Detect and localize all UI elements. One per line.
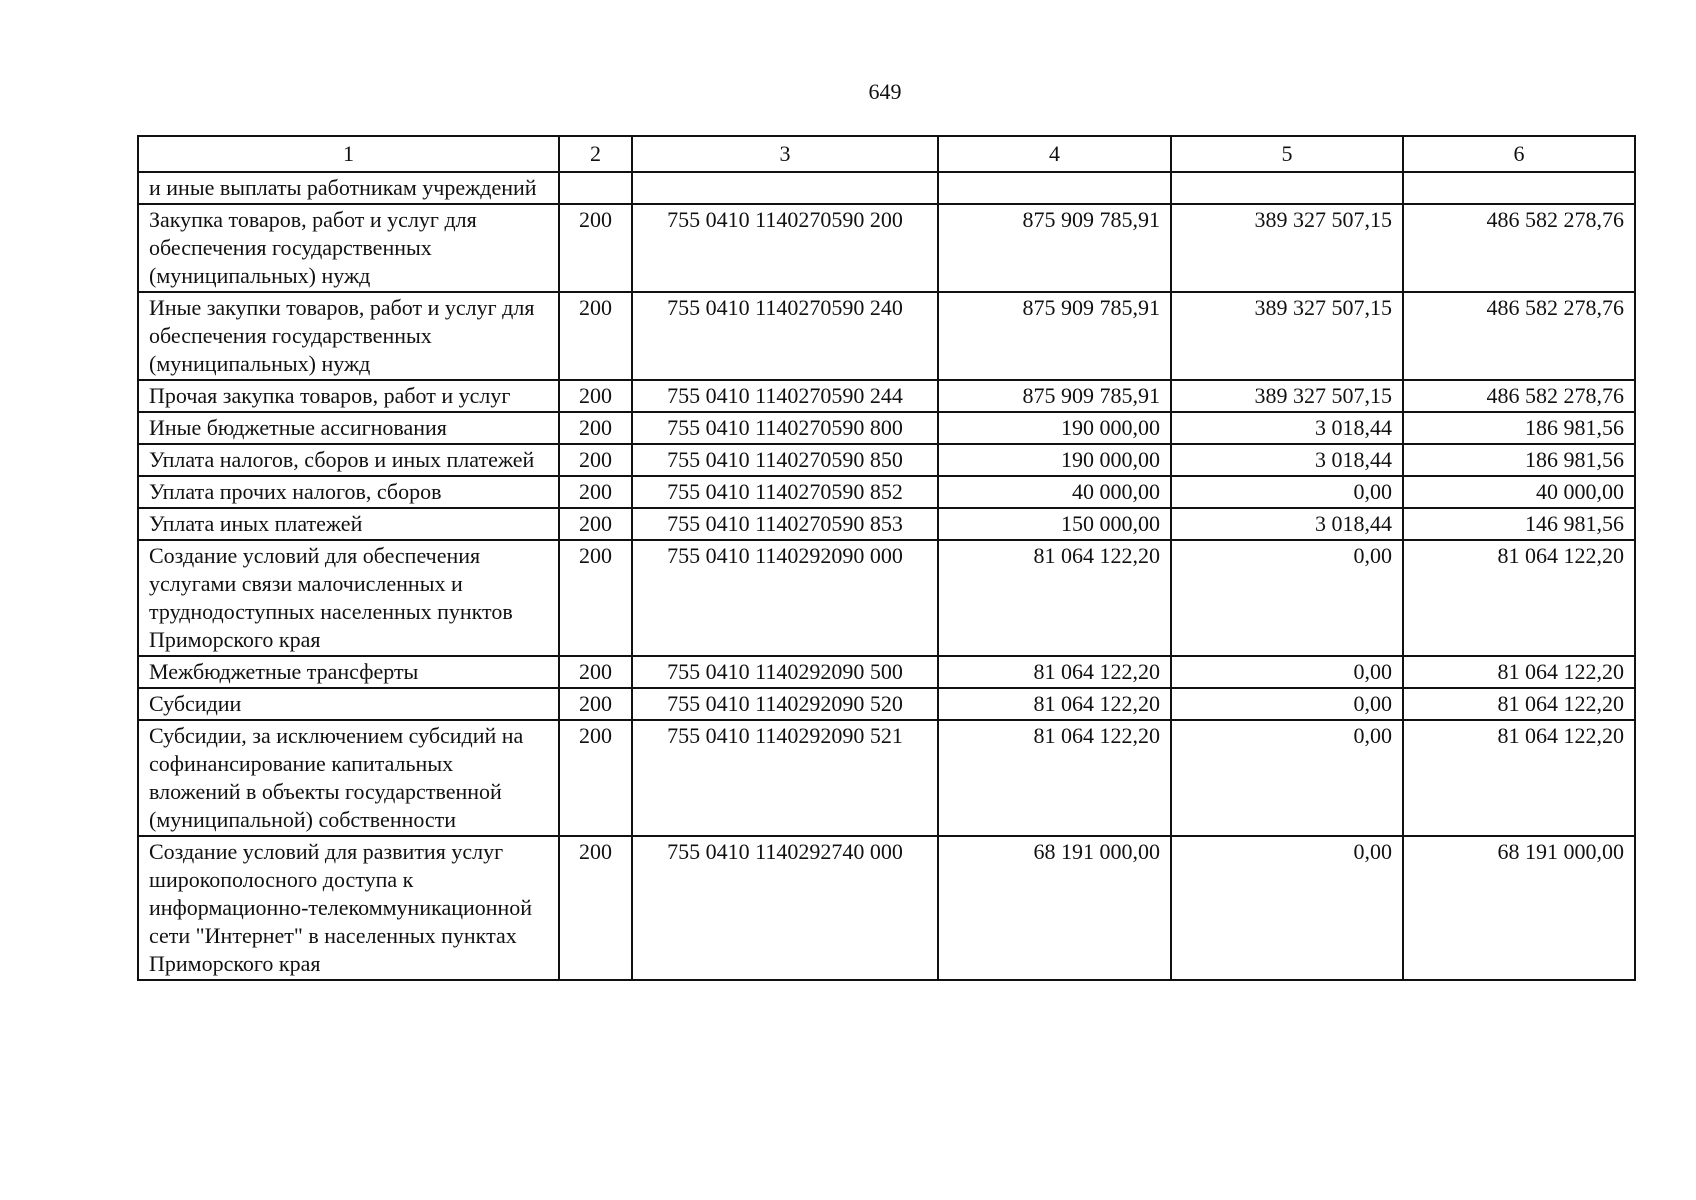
row-code-cell: 200 <box>559 444 632 476</box>
row-name-cell: Межбюджетные трансферты <box>138 656 559 688</box>
row-code-cell: 200 <box>559 836 632 980</box>
row-remaining-amount-cell: 486 582 278,76 <box>1403 380 1635 412</box>
row-classification-cell: 755 0410 1140292090 520 <box>632 688 938 720</box>
budget-execution-table <box>137 135 1636 981</box>
row-executed-amount-cell: 0,00 <box>1171 656 1403 688</box>
table-row <box>138 656 1635 688</box>
row-name-cell: Создание условий для развития услуг широкополосного доступа к информационно-телекоммуникационной сети "Интернет" в населенных пунктах Приморского края <box>138 836 559 980</box>
row-code-cell: 200 <box>559 656 632 688</box>
row-name-cell: и иные выплаты работникам учреждений <box>138 172 559 204</box>
table-row <box>138 204 1635 292</box>
table-row <box>138 836 1635 980</box>
row-approved-amount-cell: 81 064 122,20 <box>938 540 1171 656</box>
column-header: 6 <box>1403 136 1635 172</box>
row-code-cell <box>559 172 632 204</box>
row-remaining-amount-cell: 486 582 278,76 <box>1403 292 1635 380</box>
column-header: 2 <box>559 136 632 172</box>
table-row <box>138 444 1635 476</box>
row-code-cell: 200 <box>559 412 632 444</box>
row-executed-amount-cell: 0,00 <box>1171 836 1403 980</box>
row-approved-amount-cell: 875 909 785,91 <box>938 292 1171 380</box>
row-remaining-amount-cell: 486 582 278,76 <box>1403 204 1635 292</box>
row-code-cell: 200 <box>559 508 632 540</box>
row-name-cell: Прочая закупка товаров, работ и услуг <box>138 380 559 412</box>
row-executed-amount-cell: 389 327 507,15 <box>1171 292 1403 380</box>
table-row <box>138 540 1635 656</box>
column-header: 4 <box>938 136 1171 172</box>
row-executed-amount-cell: 3 018,44 <box>1171 412 1403 444</box>
row-classification-cell: 755 0410 1140270590 850 <box>632 444 938 476</box>
row-remaining-amount-cell: 81 064 122,20 <box>1403 720 1635 836</box>
column-header: 1 <box>138 136 559 172</box>
row-remaining-amount-cell: 186 981,56 <box>1403 444 1635 476</box>
row-name-cell: Субсидии <box>138 688 559 720</box>
row-name-cell: Закупка товаров, работ и услуг для обеспечения государственных (муниципальных) нужд <box>138 204 559 292</box>
row-code-cell: 200 <box>559 720 632 836</box>
row-code-cell: 200 <box>559 476 632 508</box>
row-name-cell: Иные бюджетные ассигнования <box>138 412 559 444</box>
table-row <box>138 508 1635 540</box>
row-remaining-amount-cell: 81 064 122,20 <box>1403 540 1635 656</box>
row-name-cell: Создание условий для обеспечения услугами связи малочисленных и труднодоступных населенных пунктов Приморского края <box>138 540 559 656</box>
row-executed-amount-cell: 0,00 <box>1171 720 1403 836</box>
row-approved-amount-cell: 150 000,00 <box>938 508 1171 540</box>
table-row <box>138 688 1635 720</box>
row-approved-amount-cell: 81 064 122,20 <box>938 656 1171 688</box>
row-remaining-amount-cell: 40 000,00 <box>1403 476 1635 508</box>
row-classification-cell: 755 0410 1140270590 200 <box>632 204 938 292</box>
table-row <box>138 720 1635 836</box>
row-classification-cell: 755 0410 1140270590 852 <box>632 476 938 508</box>
row-approved-amount-cell <box>938 172 1171 204</box>
row-classification-cell <box>632 172 938 204</box>
row-classification-cell: 755 0410 1140292090 500 <box>632 656 938 688</box>
row-executed-amount-cell: 389 327 507,15 <box>1171 204 1403 292</box>
row-code-cell: 200 <box>559 688 632 720</box>
row-name-cell: Уплата прочих налогов, сборов <box>138 476 559 508</box>
row-classification-cell: 755 0410 1140292090 000 <box>632 540 938 656</box>
row-name-cell: Иные закупки товаров, работ и услуг для обеспечения государственных (муниципальных) нужд <box>138 292 559 380</box>
row-name-cell: Уплата налогов, сборов и иных платежей <box>138 444 559 476</box>
row-remaining-amount-cell: 81 064 122,20 <box>1403 688 1635 720</box>
row-approved-amount-cell: 875 909 785,91 <box>938 380 1171 412</box>
row-approved-amount-cell: 190 000,00 <box>938 412 1171 444</box>
row-classification-cell: 755 0410 1140270590 240 <box>632 292 938 380</box>
row-executed-amount-cell: 0,00 <box>1171 688 1403 720</box>
table-row <box>138 412 1635 444</box>
row-remaining-amount-cell: 68 191 000,00 <box>1403 836 1635 980</box>
page-number: 649 <box>868 79 902 104</box>
row-classification-cell: 755 0410 1140292740 000 <box>632 836 938 980</box>
table-body <box>138 172 1635 980</box>
row-approved-amount-cell: 875 909 785,91 <box>938 204 1171 292</box>
row-classification-cell: 755 0410 1140292090 521 <box>632 720 938 836</box>
row-classification-cell: 755 0410 1140270590 853 <box>632 508 938 540</box>
row-approved-amount-cell: 81 064 122,20 <box>938 688 1171 720</box>
row-code-cell: 200 <box>559 540 632 656</box>
row-approved-amount-cell: 68 191 000,00 <box>938 836 1171 980</box>
column-header: 3 <box>632 136 938 172</box>
row-name-cell: Уплата иных платежей <box>138 508 559 540</box>
table-header-row <box>138 136 1635 172</box>
row-name-cell: Субсидии, за исключением субсидий на софинансирование капитальных вложений в объекты государственной (муниципальной) собственности <box>138 720 559 836</box>
row-executed-amount-cell: 389 327 507,15 <box>1171 380 1403 412</box>
row-remaining-amount-cell: 81 064 122,20 <box>1403 656 1635 688</box>
row-approved-amount-cell: 40 000,00 <box>938 476 1171 508</box>
table-row <box>138 380 1635 412</box>
row-executed-amount-cell: 3 018,44 <box>1171 508 1403 540</box>
row-executed-amount-cell: 0,00 <box>1171 540 1403 656</box>
table-row <box>138 172 1635 204</box>
row-remaining-amount-cell: 146 981,56 <box>1403 508 1635 540</box>
row-remaining-amount-cell <box>1403 172 1635 204</box>
row-classification-cell: 755 0410 1140270590 800 <box>632 412 938 444</box>
column-header: 5 <box>1171 136 1403 172</box>
row-executed-amount-cell: 3 018,44 <box>1171 444 1403 476</box>
row-classification-cell: 755 0410 1140270590 244 <box>632 380 938 412</box>
row-approved-amount-cell: 190 000,00 <box>938 444 1171 476</box>
row-code-cell: 200 <box>559 204 632 292</box>
row-remaining-amount-cell: 186 981,56 <box>1403 412 1635 444</box>
table-row <box>138 476 1635 508</box>
row-code-cell: 200 <box>559 380 632 412</box>
table-row <box>138 292 1635 380</box>
row-executed-amount-cell <box>1171 172 1403 204</box>
row-approved-amount-cell: 81 064 122,20 <box>938 720 1171 836</box>
row-executed-amount-cell: 0,00 <box>1171 476 1403 508</box>
row-code-cell: 200 <box>559 292 632 380</box>
